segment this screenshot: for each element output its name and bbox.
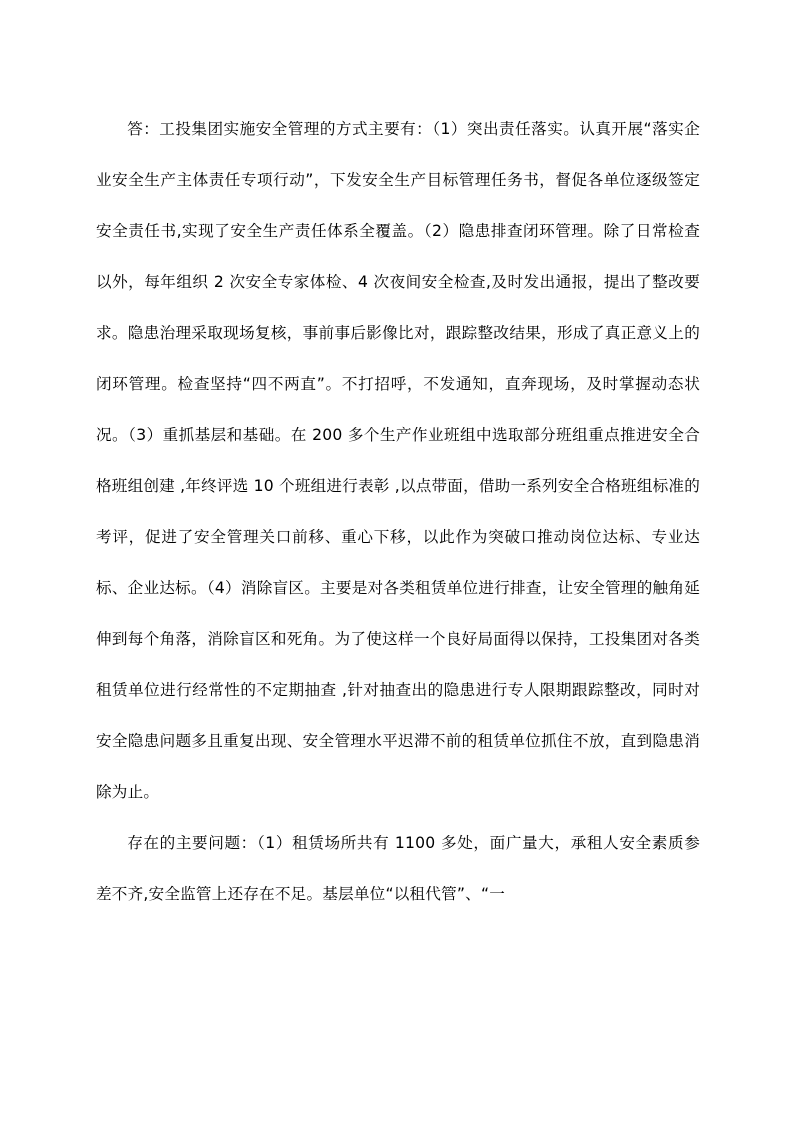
document-body: [96, 104, 700, 920]
paragraph-main-problems: 存在的主要问题：（1）租赁场所共有 1100 多处，面广量大，承租人安全素质参差不齐,安全监管上还存在不足。基层单位“以租代管”、“一: [96, 834, 700, 903]
paragraph-answer: 答：工投集团实施安全管理的方式主要有：（1）突出责任落实。认真开展“落实企业安全生产主体责任专项行动”，下发安全生产目标管理任务书，督促各单位逐级签定安全责任书,实现了安全生产责任体系全覆盖。（2）隐患排查闭环管理。除了日常检查以外，每年组织 2 次安全专家体检、4 次夜间安全检查,及时发出通报，提出了整改要求。隐患治理采取现场复核，事前事后影像比对，跟踪整改结果，形成了真正意义上的闭环管理。检查坚持“四不两直”。不打招呼，不发通知，直奔现场，及时掌握动态状况。（3）重抓基层和基础。在 200 多个生产作业班组中选取部分班组重点推进安全合格班组创建 ,年终评选 10 个班组进行表彰 ,以点带面，借助一系列安全合格班组标准的考评，促进了安全管理关口前移、重心下移，以此作为突破口推动岗位达标、专业达标、企业达标。（4）消除盲区。主要是对各类租赁单位进行排查，让安全管理的触角延伸到每个角落，消除盲区和死角。为了使这样一个良好局面得以保持，工投集团对各类租赁单位进行经常性的不定期抽查 ,针对抽查出的隐患进行专人限期跟踪整改，同时对安全隐患问题多且重复出现、安全管理水平迟滞不前的租赁单位抓住不放，直到隐患消除为止。: [96, 120, 700, 801]
